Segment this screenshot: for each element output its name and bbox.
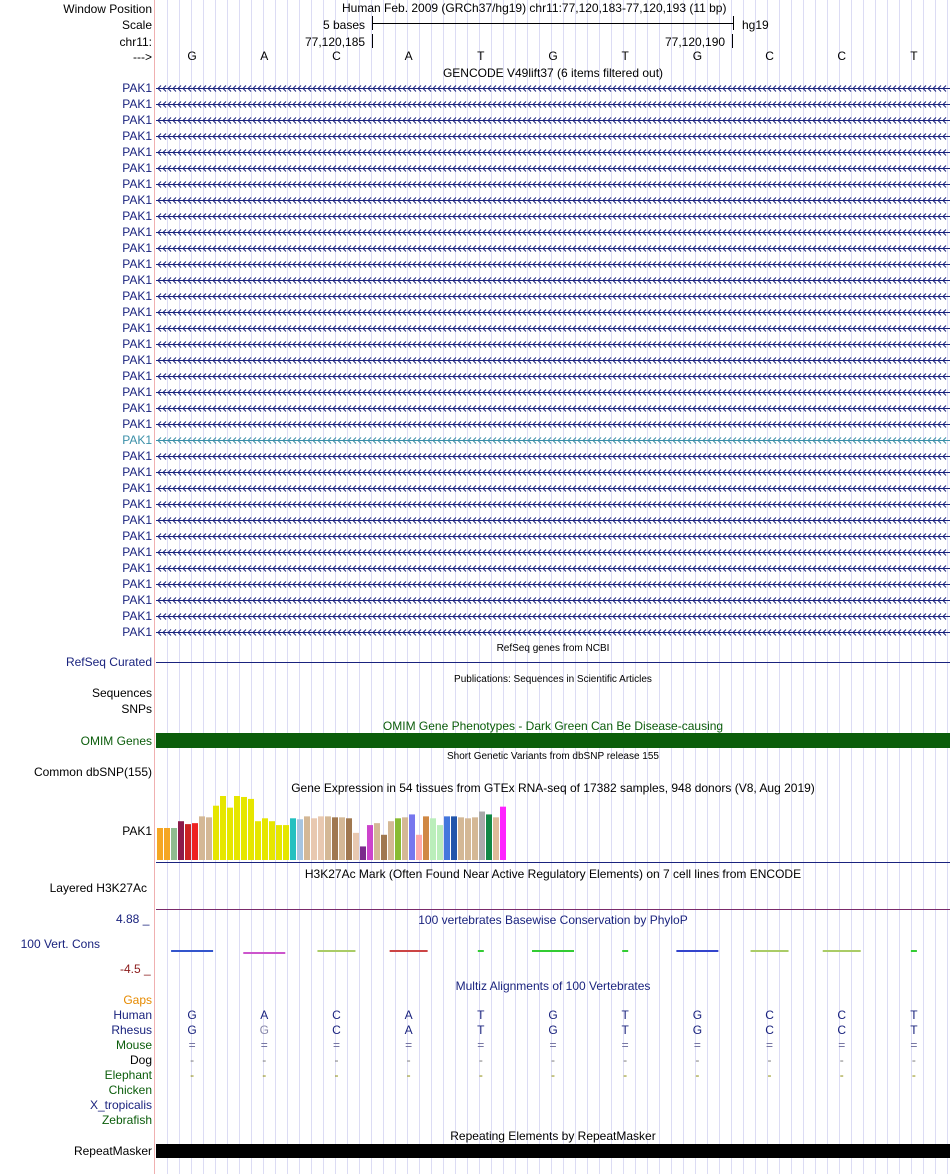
gtex-tissue-bar	[381, 835, 387, 860]
gencode-transcript-label[interactable]: PAK1	[122, 465, 152, 479]
gencode-transcript-line[interactable]	[156, 240, 950, 256]
multiz-aligned-base: -	[695, 1068, 700, 1082]
gencode-transcript-label[interactable]: PAK1	[122, 529, 152, 543]
scale-label: Scale	[121, 18, 152, 32]
gtex-tissue-bar	[213, 806, 219, 860]
sequences-track-label[interactable]: Sequences	[91, 686, 152, 700]
gencode-transcript-line[interactable]	[156, 304, 950, 320]
dbsnp-track-title[interactable]: Short Genetic Variants from dbSNP release 155	[447, 751, 659, 762]
refseq-gene-line[interactable]	[156, 662, 950, 663]
multiz-aligned-base: -	[839, 1068, 844, 1082]
repeatmasker-track-title[interactable]: Repeating Elements by RepeatMasker	[450, 1129, 656, 1143]
multiz-aligned-base: C	[837, 1023, 847, 1037]
multiz-aligned-base: =	[477, 1038, 485, 1052]
gtex-tissue-bar	[360, 846, 366, 860]
gencode-transcript-line[interactable]	[156, 448, 950, 464]
gencode-transcript-line[interactable]	[156, 80, 950, 96]
dna-base: T	[910, 49, 918, 63]
multiz-aligned-base: G	[187, 1008, 197, 1022]
multiz-aligned-base: -	[767, 1053, 772, 1067]
gencode-transcript-label[interactable]: PAK1	[122, 97, 152, 111]
multiz-aligned-base: -	[695, 1053, 700, 1067]
dna-base: G	[692, 49, 703, 63]
gtex-tissue-bar	[311, 818, 317, 860]
gencode-transcript-line[interactable]	[156, 496, 950, 512]
gtex-tissue-bar	[409, 814, 415, 860]
gencode-transcript-line[interactable]	[156, 272, 950, 288]
gtex-tissue-bar	[304, 816, 310, 860]
multiz-species-label[interactable]: X_tropicalis	[89, 1098, 152, 1112]
multiz-aligned-base: =	[693, 1038, 701, 1052]
gencode-transcript-line[interactable]	[156, 288, 950, 304]
conservation-track-title[interactable]: 100 vertebrates Basewise Conservation by PhyloP	[418, 913, 688, 927]
multiz-aligned-base: T	[621, 1008, 629, 1022]
multiz-aligned-base: -	[262, 1053, 267, 1067]
dna-base: T	[477, 49, 485, 63]
refseq-track-label[interactable]: RefSeq Curated	[65, 655, 152, 669]
gtex-tissue-bar	[493, 817, 499, 860]
multiz-species-label[interactable]: Rhesus	[111, 1023, 152, 1037]
gtex-tissue-bar	[423, 816, 429, 860]
gtex-tissue-bar	[500, 807, 506, 860]
multiz-track-title[interactable]: Multiz Alignments of 100 Vertebrates	[455, 979, 651, 993]
multiz-aligned-base: -	[406, 1068, 411, 1082]
gencode-transcript-line[interactable]	[156, 144, 950, 160]
gencode-transcript-line[interactable]	[156, 384, 950, 400]
multiz-species-label[interactable]: Chicken	[108, 1083, 152, 1097]
gencode-transcript-line[interactable]	[156, 368, 950, 384]
multiz-aligned-base: -	[911, 1068, 916, 1082]
gencode-transcript-label[interactable]: PAK1	[122, 209, 152, 223]
gencode-transcript-label[interactable]: PAK1	[122, 417, 152, 431]
gencode-transcript-label[interactable]: PAK1	[122, 561, 152, 575]
gencode-transcript-label[interactable]: PAK1	[122, 241, 152, 255]
gencode-transcript-label[interactable]: PAK1	[122, 481, 152, 495]
dna-base: C	[837, 49, 847, 63]
window-position-label: Window Position	[63, 2, 152, 16]
gencode-transcript-label[interactable]: PAK1	[122, 353, 152, 367]
dna-base: A	[260, 49, 269, 63]
multiz-aligned-base: =	[621, 1038, 629, 1052]
coord-left-tick	[372, 34, 373, 48]
gencode-transcript-label[interactable]: PAK1	[122, 385, 152, 399]
gencode-transcript-label[interactable]: PAK1	[122, 225, 152, 239]
multiz-aligned-base: -	[262, 1068, 267, 1082]
gtex-track-label[interactable]: PAK1	[122, 824, 152, 838]
gencode-transcript-label[interactable]: PAK1	[122, 625, 152, 639]
gtex-tissue-bar	[346, 818, 352, 860]
gencode-transcript-label[interactable]: PAK1	[122, 305, 152, 319]
gencode-transcript-line[interactable]	[156, 624, 950, 640]
multiz-aligned-base: T	[477, 1023, 485, 1037]
multiz-aligned-base: =	[332, 1038, 340, 1052]
gencode-transcript-label[interactable]: PAK1	[122, 145, 152, 159]
gencode-transcript-label[interactable]: PAK1	[122, 449, 152, 463]
multiz-aligned-base: G	[187, 1023, 197, 1037]
omim-track-title[interactable]: OMIM Gene Phenotypes - Dark Green Can Be Disease-causing	[382, 719, 724, 733]
dna-base: C	[765, 49, 774, 63]
gencode-transcript-label[interactable]: PAK1	[122, 577, 152, 591]
multiz-aligned-base: -	[551, 1068, 555, 1082]
gtex-tissue-bar	[388, 821, 394, 860]
dna-base: T	[621, 49, 629, 63]
gtex-tissue-bar	[269, 821, 275, 860]
multiz-aligned-base: -	[623, 1053, 628, 1067]
multiz-species-label[interactable]: Dog	[129, 1053, 152, 1067]
multiz-aligned-base: T	[910, 1023, 918, 1037]
omim-track-label[interactable]: OMIM Genes	[80, 734, 152, 748]
gtex-tissue-bar	[416, 835, 422, 860]
h3k27ac-baseline	[156, 909, 950, 910]
gtex-tissue-bar	[297, 819, 303, 860]
refseq-track-title[interactable]: RefSeq genes from NCBI	[496, 643, 610, 654]
repeatmasker-track-label[interactable]: RepeatMasker	[73, 1144, 152, 1158]
gtex-tissue-bar	[283, 825, 289, 860]
gencode-transcript-line[interactable]	[156, 256, 950, 272]
multiz-aligned-base: -	[190, 1053, 195, 1067]
gtex-tissue-bar	[178, 821, 184, 860]
multiz-aligned-base: C	[837, 1008, 847, 1022]
gencode-transcript-line[interactable]	[156, 576, 950, 592]
gencode-transcript-label[interactable]: PAK1	[122, 545, 152, 559]
multiz-aligned-base: -	[478, 1068, 483, 1082]
gencode-transcript-label[interactable]: PAK1	[122, 401, 152, 415]
multiz-aligned-base: -	[190, 1068, 195, 1082]
gtex-tissue-bar	[325, 816, 331, 860]
multiz-aligned-base: =	[188, 1038, 196, 1052]
gtex-tissue-bar	[241, 797, 247, 860]
gencode-track-title[interactable]: GENCODE V49lift37 (6 items filtered out)	[442, 66, 664, 80]
multiz-species-label[interactable]: Mouse	[115, 1038, 152, 1052]
scale-bar	[372, 16, 734, 30]
multiz-aligned-base: T	[910, 1008, 918, 1022]
gencode-transcript-line[interactable]	[156, 544, 950, 560]
multiz-aligned-base: -	[334, 1068, 339, 1082]
multiz-aligned-base: G	[692, 1008, 703, 1022]
gtex-tissue-bar	[318, 816, 324, 860]
conservation-min-label: -4.5 _	[120, 962, 151, 976]
gencode-transcript-line[interactable]	[156, 464, 950, 480]
gtex-tissue-bar	[164, 828, 170, 860]
repeatmasker-bar[interactable]	[156, 1144, 950, 1158]
gencode-transcript-line[interactable]	[156, 320, 950, 336]
gencode-transcript-label[interactable]: PAK1	[122, 81, 152, 95]
gencode-transcript-label[interactable]: PAK1	[122, 433, 152, 447]
gtex-tissue-bar	[430, 818, 436, 860]
dna-base: G	[548, 49, 558, 63]
snps-track-label[interactable]: SNPs	[121, 702, 152, 716]
multiz-aligned-base: -	[334, 1053, 339, 1067]
multiz-aligned-base: -	[406, 1053, 411, 1067]
multiz-aligned-base: G	[259, 1023, 269, 1037]
omim-gene-bar[interactable]	[156, 733, 950, 748]
multiz-aligned-base: C	[765, 1008, 774, 1022]
gtex-tissue-bar	[339, 817, 345, 860]
gencode-transcript-line[interactable]	[156, 160, 950, 176]
gtex-tissue-bar	[479, 812, 485, 860]
multiz-aligned-base: A	[404, 1023, 413, 1037]
multiz-aligned-base: -	[767, 1068, 772, 1082]
gtex-tissue-bar	[444, 816, 450, 860]
gtex-tissue-bar	[206, 817, 212, 860]
gencode-transcript-label[interactable]: PAK1	[122, 161, 152, 175]
gencode-transcript-line[interactable]	[156, 192, 950, 208]
dna-base: C	[332, 49, 341, 63]
db-text: hg19	[742, 18, 769, 32]
dna-base: G	[187, 49, 197, 63]
gencode-transcript-line[interactable]	[156, 112, 950, 128]
multiz-aligned-base: =	[910, 1038, 918, 1052]
coord-right-tick	[732, 34, 733, 48]
gencode-transcript-label[interactable]: PAK1	[122, 289, 152, 303]
gtex-tissue-bar	[276, 825, 282, 860]
multiz-aligned-base: C	[765, 1023, 774, 1037]
multiz-aligned-base: G	[548, 1008, 558, 1022]
gtex-tissue-bar	[332, 817, 338, 860]
multiz-aligned-base: T	[477, 1008, 485, 1022]
publications-track-title[interactable]: Publications: Sequences in Scientific Articles	[454, 674, 652, 685]
gencode-transcript-line[interactable]	[156, 224, 950, 240]
gtex-tissue-bar	[234, 796, 240, 860]
gencode-transcript-label[interactable]: PAK1	[122, 177, 152, 191]
gencode-transcript-line[interactable]	[156, 432, 950, 448]
multiz-species-label[interactable]: Zebrafish	[101, 1113, 152, 1127]
gtex-tissue-bar	[367, 825, 373, 860]
gtex-tissue-bar	[374, 823, 380, 860]
scale-text: 5 bases	[323, 18, 366, 32]
gtex-tissue-bar	[255, 821, 261, 860]
gencode-transcript-line[interactable]	[156, 208, 950, 224]
h3k27ac-track-title[interactable]: H3K27Ac Mark (Often Found Near Active Regulatory Elements) on 7 cell lines from ENCODE	[304, 867, 802, 881]
gtex-tissue-bar	[248, 799, 254, 860]
gencode-transcript-line[interactable]	[156, 176, 950, 192]
gtex-tissue-bar	[199, 816, 205, 860]
multiz-aligned-base: =	[405, 1038, 413, 1052]
multiz-aligned-base: -	[911, 1053, 916, 1067]
multiz-species-label[interactable]: Human	[113, 1008, 152, 1022]
gtex-tissue-bar	[171, 828, 177, 860]
gencode-transcript-label[interactable]: PAK1	[122, 369, 152, 383]
multiz-aligned-base: =	[838, 1038, 846, 1052]
gtex-tissue-bar	[437, 825, 443, 860]
gencode-transcript-label[interactable]: PAK1	[122, 113, 152, 127]
gencode-transcript-line[interactable]	[156, 400, 950, 416]
gtex-tissue-bar	[353, 833, 359, 860]
gencode-transcript-label[interactable]: PAK1	[122, 129, 152, 143]
h3k27ac-track-label[interactable]: Layered H3K27Ac	[49, 881, 147, 895]
gencode-transcript-label[interactable]: PAK1	[122, 273, 152, 287]
gencode-transcript-label[interactable]: PAK1	[122, 497, 152, 511]
gtex-tissue-bar	[220, 796, 226, 860]
gencode-transcript-line[interactable]	[156, 128, 950, 144]
chrom-label: chr11:	[119, 35, 152, 49]
multiz-aligned-base: G	[548, 1023, 558, 1037]
gencode-transcript-label[interactable]: PAK1	[122, 257, 152, 271]
gtex-tissue-bar	[192, 823, 198, 860]
assembly-position-text: Human Feb. 2009 (GRCh37/hg19) chr11:77,120,183-77,120,193 (11 bp)	[342, 1, 727, 15]
multiz-aligned-base: -	[839, 1053, 844, 1067]
multiz-aligned-base: -	[623, 1068, 628, 1082]
gtex-tissue-bar	[157, 828, 163, 860]
gtex-tissue-bar	[262, 818, 268, 860]
gtex-track-title[interactable]: Gene Expression in 54 tissues from GTEx RNA-seq of 17382 samples, 948 donors (V8, Aug 2019)	[291, 781, 815, 795]
conservation-max-label: 4.88 _	[116, 912, 150, 926]
gtex-tissue-bar	[458, 817, 464, 860]
multiz-aligned-base: =	[766, 1038, 774, 1052]
gtex-tissue-bar	[465, 818, 471, 860]
gencode-transcript-line[interactable]	[156, 592, 950, 608]
gtex-tissue-bar	[451, 816, 457, 860]
gencode-transcript-label[interactable]: PAK1	[122, 513, 152, 527]
gencode-transcript-label[interactable]: PAK1	[122, 337, 152, 351]
gtex-tissue-bar	[472, 817, 478, 860]
multiz-aligned-base: A	[404, 1008, 413, 1022]
gencode-transcript-line[interactable]	[156, 560, 950, 576]
conservation-track-label[interactable]: 100 Vert. Cons	[20, 937, 100, 951]
coord-left: 77,120,185	[305, 35, 366, 49]
gencode-transcript-label[interactable]: PAK1	[122, 321, 152, 335]
gtex-tissue-bar	[185, 824, 191, 860]
gtex-bar-chart[interactable]	[156, 796, 950, 864]
gencode-transcript-label[interactable]: PAK1	[122, 593, 152, 607]
gencode-transcript-label[interactable]: PAK1	[122, 193, 152, 207]
dna-base: A	[404, 49, 413, 63]
multiz-aligned-base: =	[260, 1038, 268, 1052]
multiz-aligned-base: C	[332, 1023, 341, 1037]
multiz-aligned-base: C	[332, 1008, 341, 1022]
gencode-transcript-line[interactable]	[156, 416, 950, 432]
gtex-tissue-bar	[227, 808, 233, 860]
multiz-aligned-base: =	[549, 1038, 557, 1052]
dbsnp-track-label[interactable]: Common dbSNP(155)	[33, 765, 152, 779]
conservation-wiggle[interactable]	[156, 944, 950, 960]
gtex-tissue-bar	[290, 818, 296, 860]
gencode-transcript-line[interactable]	[156, 528, 950, 544]
gencode-transcript-line[interactable]	[156, 96, 950, 112]
multiz-aligned-base: -	[478, 1053, 483, 1067]
multiz-aligned-base: -	[551, 1053, 555, 1067]
gtex-tissue-bar	[395, 818, 401, 860]
gaps-label: Gaps	[123, 993, 152, 1007]
strand-label: --->	[133, 50, 152, 64]
gtex-tissue-bar	[402, 817, 408, 860]
gencode-transcript-line[interactable]	[156, 608, 950, 624]
gencode-transcript-line[interactable]	[156, 512, 950, 528]
gencode-transcript-line[interactable]	[156, 336, 950, 352]
multiz-aligned-base: A	[260, 1008, 269, 1022]
multiz-species-label[interactable]: Elephant	[104, 1068, 152, 1082]
gencode-transcript-line[interactable]	[156, 352, 950, 368]
multiz-aligned-base: T	[621, 1023, 629, 1037]
multiz-aligned-base: G	[692, 1023, 703, 1037]
gencode-transcript-label[interactable]: PAK1	[122, 609, 152, 623]
coord-right: 77,120,190	[665, 35, 726, 49]
gencode-transcript-line[interactable]	[156, 480, 950, 496]
gtex-tissue-bar	[486, 814, 492, 860]
